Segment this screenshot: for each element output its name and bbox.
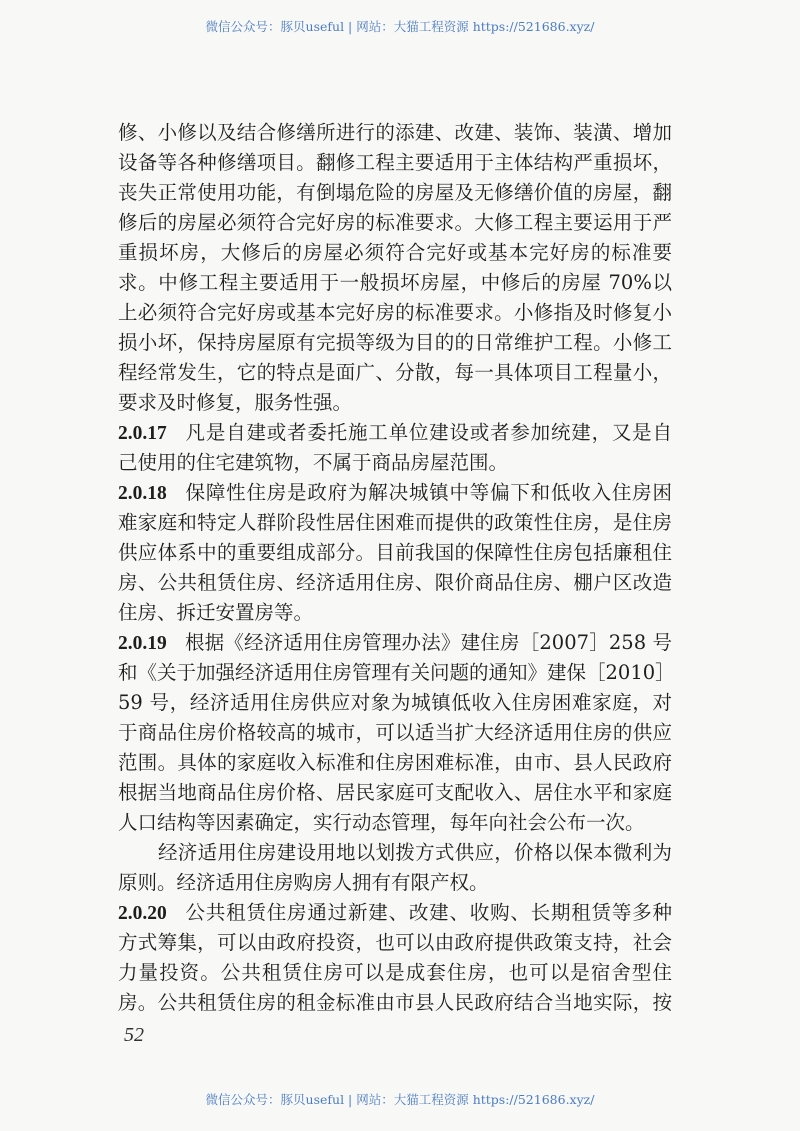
text-line: 住房、拆迁安置房等。 [118, 601, 314, 624]
section-number: 2.0.20 [118, 903, 167, 924]
text-line: 凡是自建或者委托施工单位建设或者参加统建，又是自 [184, 421, 672, 444]
document-body [118, 118, 675, 1018]
text-line: 原则。经济适用住房购房人拥有有限产权。 [118, 871, 489, 894]
section-2-0-19 [118, 628, 672, 658]
section-2-0-18 [118, 478, 672, 508]
text-line: 损小坏，保持房屋原有完损等级为目的的日常维护工程。小修工 [118, 331, 672, 354]
text-line: 力量投资。公共租赁住房可以是成套住房，也可以是宿舍型住 [118, 961, 672, 984]
text-line: 经济适用住房建设用地以划拨方式供应，价格以保本微利为 [158, 841, 672, 864]
section-2-0-17 [118, 418, 672, 448]
text-line: 难家庭和特定人群阶段性居住困难而提供的政策性住房，是住房 [118, 511, 672, 534]
text-line: 丧失正常使用功能，有倒塌危险的房屋及无修缮价值的房屋，翻 [118, 181, 672, 204]
text-line: 59 号，经济适用住房供应对象为城镇低收入住房困难家庭，对 [118, 691, 672, 714]
page-number: 52 [124, 1024, 144, 1046]
text-line: 求。中修工程主要适用于一般损坏房屋，中修后的房屋 70%以 [118, 271, 672, 294]
text-line: 和《关于加强经济适用住房管理有关问题的通知》建保［2010］ [118, 661, 675, 684]
text-line: 设备等各种修缮项目。翻修工程主要适用于主体结构严重损坏， [118, 151, 672, 174]
text-line: 根据《经济适用住房管理办法》建住房［2007］258 号 [184, 631, 672, 654]
text-line: 人口结构等因素确定，实行动态管理，每年向社会公布一次。 [118, 811, 645, 834]
text-line: 供应体系中的重要组成部分。目前我国的保障性住房包括廉租住 [118, 541, 672, 564]
text-line: 根据当地商品住房价格、居民家庭可支配收入、居住水平和家庭 [118, 781, 672, 804]
text-line: 方式筹集，可以由政府投资，也可以由政府提供政策支持，社会 [118, 931, 672, 954]
watermark-footer: 微信公众号：豚贝useful | 网站：大猫工程资源 https://521686.xyz/ [205, 1092, 595, 1107]
text-line: 房。公共租赁住房的租金标准由市县人民政府结合当地实际，按 [118, 991, 672, 1014]
text-line: 保障性住房是政府为解决城镇中等偏下和低收入住房困 [184, 481, 672, 504]
text-line: 修、小修以及结合修缮所进行的添建、改建、装饰、装潢、增加 [118, 121, 672, 144]
text-line: 重损坏房，大修后的房屋必须符合完好或基本完好房的标准要 [118, 241, 672, 264]
section-number: 2.0.19 [118, 633, 167, 654]
text-line: 要求及时修复，服务性强。 [118, 391, 353, 414]
text-line: 己使用的住宅建筑物，不属于商品房屋范围。 [118, 451, 509, 474]
text-line: 于商品住房价格较高的城市，可以适当扩大经济适用住房的供应 [118, 721, 672, 744]
text-line: 房、公共租赁住房、经济适用住房、限价商品住房、棚户区改造 [118, 571, 672, 594]
text-line: 上必须符合完好房或基本完好房的标准要求。小修指及时修复小 [118, 301, 672, 324]
text-line: 范围。具体的家庭收入标准和住房困难标准，由市、县人民政府 [118, 751, 672, 774]
section-number: 2.0.17 [118, 423, 167, 444]
text-line: 公共租赁住房通过新建、改建、收购、长期租赁等多种 [184, 901, 672, 924]
section-number: 2.0.18 [118, 483, 167, 504]
watermark-header: 微信公众号：豚贝useful | 网站：大猫工程资源 https://521686.xyz/ [205, 19, 595, 34]
section-2-0-20 [118, 898, 672, 928]
text-line: 修后的房屋必须符合完好房的标准要求。大修工程主要运用于严 [118, 211, 672, 234]
text-line: 程经常发生，它的特点是面广、分散，每一具体项目工程量小， [118, 361, 672, 384]
